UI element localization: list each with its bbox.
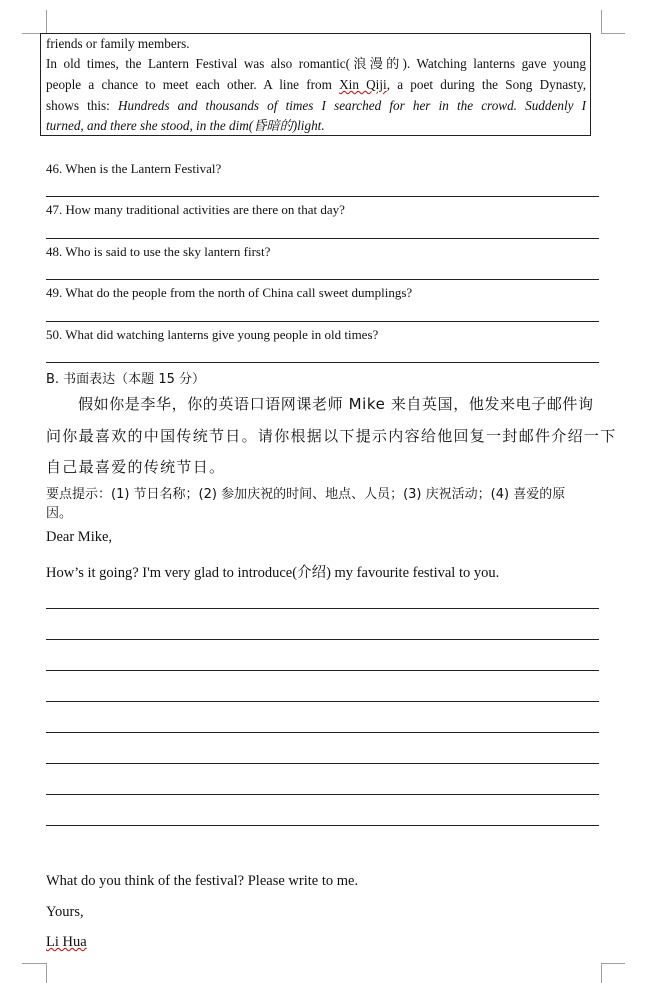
passage-text: shows this: [46, 98, 118, 113]
prompt-line-2: 问你最喜欢的中国传统节日。请你根据以下提示内容给他回复一封邮件介绍一下 [46, 427, 617, 445]
hints-line-2: 因。 [46, 506, 73, 521]
hints-line-1: 要点提示：(1) 节日名称；(2) 参加庆祝的时间、地点、人员；(3) 庆祝活动；(4) 喜爱的原 [46, 487, 566, 502]
passage-line-2: In old times, the Lantern Festival was also romantic(浪漫的). Watching lanterns gave young [46, 56, 586, 71]
writing-line[interactable] [46, 763, 599, 764]
writing-line[interactable] [46, 701, 599, 702]
greeting: Dear Mike, [46, 529, 113, 545]
question-47: 47. How many traditional activities are there on that day? [46, 202, 345, 217]
answer-line[interactable] [46, 196, 599, 197]
passage-line-1: friends or family members. [46, 36, 190, 51]
crop-mark-top-right-v [601, 10, 602, 33]
passage-line-5: turned, and there she stood, in the dim(昏暗的)light. [46, 118, 325, 133]
writing-line[interactable] [46, 825, 599, 826]
signature-name: Li Hua [46, 934, 87, 950]
answer-line[interactable] [46, 362, 599, 363]
section-heading: B. 书面表达（本题 15 分） [46, 372, 205, 387]
signoff: Yours, [46, 904, 84, 920]
closing-sentence: What do you think of the festival? Please write to me. [46, 873, 359, 889]
question-48: 48. Who is said to use the sky lantern first? [46, 244, 271, 259]
crop-mark-bottom-right-h [601, 963, 625, 964]
writing-line[interactable] [46, 670, 599, 671]
question-49: 49. What do the people from the north of China call sweet dumplings? [46, 285, 413, 300]
writing-line[interactable] [46, 794, 599, 795]
question-46: 46. When is the Lantern Festival? [46, 161, 222, 176]
crop-mark-bottom-left-v [46, 963, 47, 983]
writing-line[interactable] [46, 639, 599, 640]
poem-quote: Hundreds and thousands of times I searched for her in the crowd. Suddenly I [117, 98, 586, 113]
crop-mark-top-left-v [46, 10, 47, 33]
answer-line[interactable] [46, 238, 599, 239]
opening-sentence: How’s it going? I'm very glad to introduce(介绍) my favourite festival to you. [46, 565, 500, 581]
poet-name: Xin Qiji [339, 77, 387, 92]
crop-mark-top-right-h [601, 33, 625, 34]
question-50: 50. What did watching lanterns give young people in old times? [46, 327, 379, 342]
answer-line[interactable] [46, 321, 599, 322]
crop-mark-bottom-left-h [22, 963, 46, 964]
prompt-line-1: 假如你是李华，你的英语口语网课老师 Mike 来自英国，他发来电子邮件询 [78, 395, 594, 413]
passage-line-3 [46, 75, 586, 96]
signature [46, 934, 599, 951]
crop-mark-bottom-right-v [601, 963, 602, 983]
passage-text: people a chance to meet each other. A line from [46, 77, 340, 92]
passage-line-4 [46, 96, 586, 117]
prompt-line-3: 自己最喜爱的传统节日。 [46, 458, 226, 476]
passage-text: , a poet during the Song Dynasty, [386, 77, 587, 92]
answer-line[interactable] [46, 279, 599, 280]
writing-line[interactable] [46, 732, 599, 733]
writing-line[interactable] [46, 608, 599, 609]
